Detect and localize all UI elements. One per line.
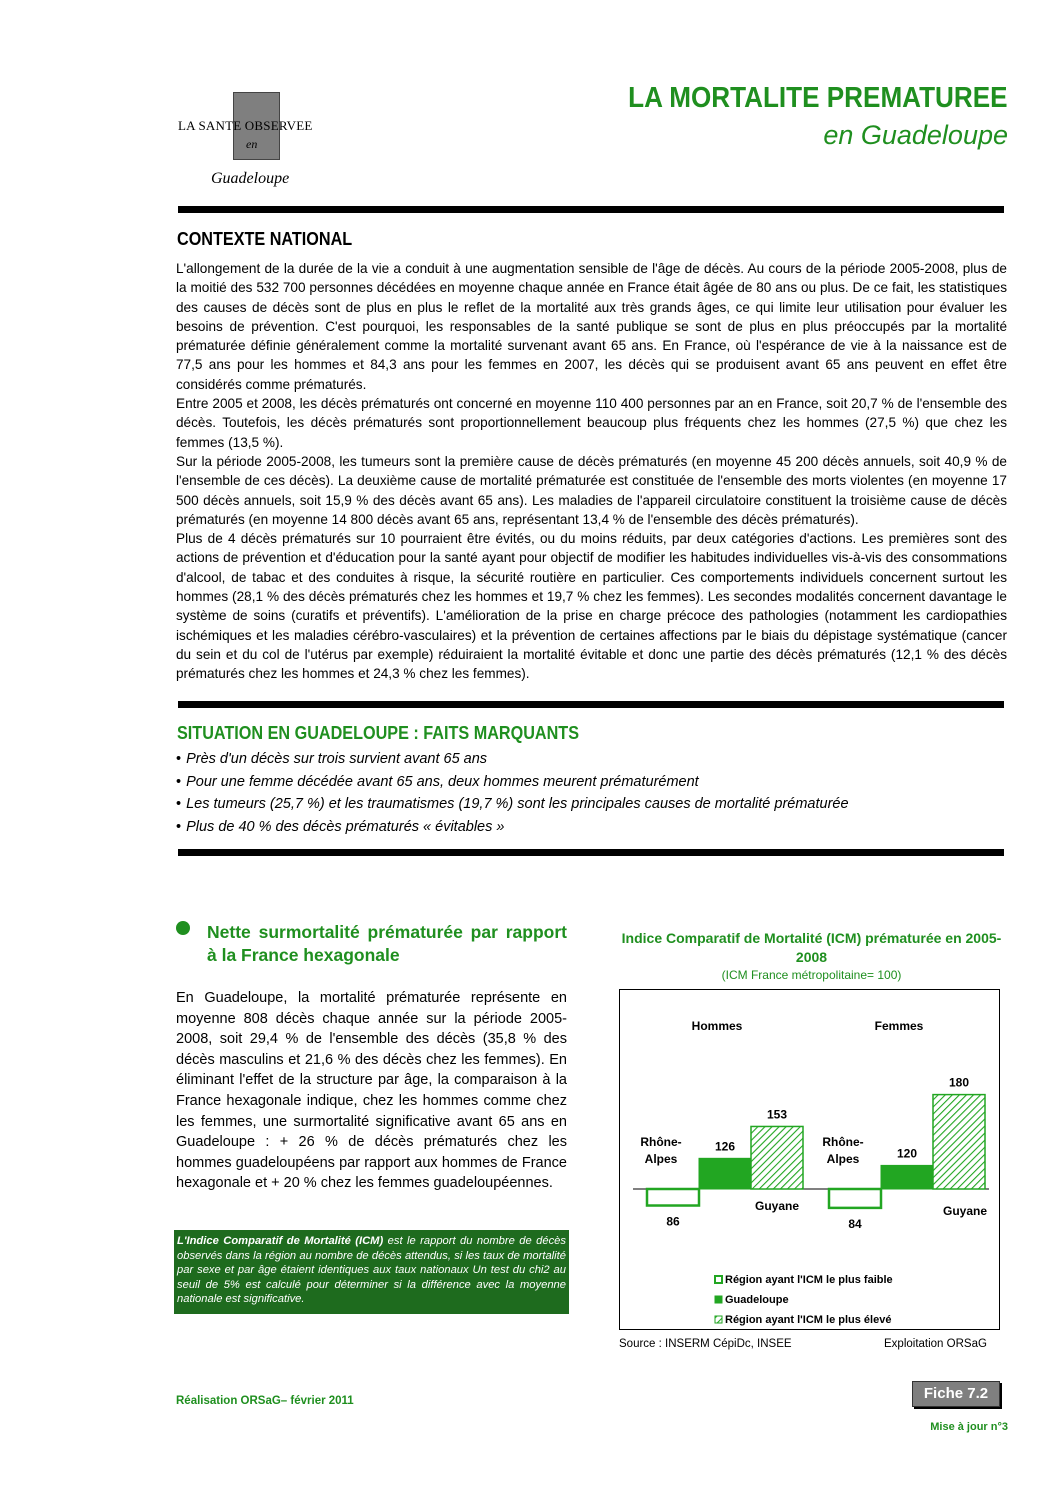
bar-femmes-1 <box>881 1165 933 1189</box>
definition-rest: est le rapport du nombre de décès observés dans la région au nombre de décès attendus, si les taux de mortalité par sexe et par âge étaient identiques aux taux nationaux Un test du chi2 au seuil de 5% est calculé pour déterminer si la différence avec la moyenne nationale est significative. <box>177 1235 566 1306</box>
divider-top <box>178 206 1004 213</box>
legend-label-0: Région ayant l'ICM le plus faible <box>725 1274 893 1286</box>
list-item: • Plus de 40 % des décès prématurés « évitables » <box>176 818 505 835</box>
contexte-paragraph-2: Entre 2005 et 2008, les décès prématurés ont concerné en moyenne 110 400 personnes par an en France, soit 20,7 % de l'ensemble des décès. Toutefois, les décès prématurés sont proportionnellement beaucoup plus fréquents chez les hommes (27,5 %) que chez les femmes (13,5 %). <box>176 396 1007 450</box>
bar-femmes-2 <box>933 1095 985 1189</box>
bullet-icon: • <box>176 818 182 835</box>
bar-femmes-0 <box>829 1189 881 1208</box>
bar-hommes-2 <box>751 1126 803 1189</box>
region-label-low: Alpes <box>644 1152 678 1166</box>
chart-credit: Exploitation ORSaG <box>884 1338 987 1350</box>
green-bullet-icon <box>176 921 190 935</box>
chart <box>619 989 1003 1335</box>
chart-source: Source : INSERM CépiDc, INSEE <box>619 1338 792 1350</box>
divider-bottom <box>178 849 1004 856</box>
footer-credit: Réalisation ORSaG– février 2011 <box>176 1395 354 1407</box>
group-label-femmes: Femmes <box>874 1019 924 1033</box>
chart-subtitle: (ICM France métropolitaine= 100) <box>721 968 902 982</box>
bar-hommes-0 <box>647 1189 699 1206</box>
bullet-icon: • <box>176 751 182 767</box>
bar-value-label: 153 <box>766 1107 788 1122</box>
legend-swatch-2 <box>715 1316 722 1323</box>
bullet-icon: • <box>176 773 182 790</box>
contexte-paragraph-1: L'allongement de la durée de la vie a conduit à une augmentation sensible de l'âge de décès. Au cours de la période 2005-2008, plus de la moitié des 532 700 personnes décédées en moyenne chaque année en France était âgée de 80 ans ou plus. De ce fait, les statistiques des causes de décès sont de plus en plus le reflet de la mortalité aux très grands âges, ce qui limite leur utilisation pour évaluer les besoins de prévention. C'est pourquoi, les responsables de la santé publique se sont de plus en plus préoccupés par la mortalité prématurée définie généralement comme la mortalité survenant avant 65 ans. En France, où l'espérance de vie à la naissance est de 77,5 ans pour les hommes et 84,3 ans pour les femmes en 2007, les décès qui se produisent avant 65 ans peuvent en effet être considérés comme prématurés. <box>176 261 1007 392</box>
page-title: LA MORTALITE PREMATUREE <box>628 82 1008 114</box>
contexte-heading: CONTEXTE NATIONAL <box>177 229 353 249</box>
update-note: Mise à jour n°3 <box>930 1421 1008 1433</box>
definition-text <box>177 1234 566 1307</box>
chart-title: Indice Comparatif de Mortalité (ICM) prématurée en 2005-2008 <box>621 930 1002 965</box>
divider-middle <box>178 701 1004 708</box>
list-item: • Pour une femme décédée avant 65 ans, deux hommes meurent prématurément <box>176 773 699 790</box>
legend-swatch-0 <box>715 1276 722 1283</box>
section-body: En Guadeloupe, la mortalité prématurée représente en moyenne 808 décès chaque année sur la période 2005-2008, soit 29,4 % de l'ensemble des décès (35,8 % des décès masculins et 21,6 % des décès chez les femmes). En éliminant l'effet de la structure par âge, la comparaison à la France hexagonale indique, chez les hommes comme chez les femmes, une surmortalité significative avant 65 ans en Guadeloupe : + 26 % de décès prématurés chez les hommes guadeloupéens par rapport aux hommes de France hexagonale et + 20 % chez les femmes guadeloupéennes. <box>176 990 567 1192</box>
group-label-hommes: Hommes <box>691 1019 743 1033</box>
situation-list <box>176 748 996 838</box>
list-item: • Près d'un décès sur trois survient avant 65 ans <box>176 751 488 767</box>
region-label-high: Guyane <box>754 1199 800 1213</box>
page-subtitle: en Guadeloupe <box>823 120 1008 150</box>
legend-label-2: Région ayant l'ICM le plus élevé <box>725 1314 892 1326</box>
bar-value-label: 84 <box>848 1216 862 1231</box>
definition-box <box>174 1230 569 1314</box>
logo-line3: Guadeloupe <box>211 170 290 187</box>
region-label-low: Alpes <box>826 1152 860 1166</box>
logo-line2: en <box>246 137 258 151</box>
bar-value-label: 120 <box>896 1146 918 1161</box>
region-label-low: Rhône- <box>640 1135 682 1149</box>
situation-heading: SITUATION EN GUADELOUPE : FAITS MARQUANTS <box>177 723 580 743</box>
logo-line1: LA SANTE OBSERVEE <box>178 118 313 133</box>
definition-term: L'Indice Comparatif de Mortalité (ICM) <box>177 1235 384 1247</box>
bar-value-label: 126 <box>714 1139 736 1154</box>
legend-swatch-1 <box>715 1296 722 1303</box>
region-label-high: Guyane <box>942 1204 988 1218</box>
contexte-paragraph-4: Plus de 4 décès prématurés sur 10 pourraient être évités, ou du moins réduits, par deux catégories d'actions. Les premières sont des actions de prévention et d'éducation pour la santé ayant pour objectif de modifier les habitudes individuelles vis-à-vis des consommations d'alcool, de tabac et des conduites à risque, la sécurité routière en particulier. Ces comportements individuels concernent surtout les hommes (28,1 % des décès prématurés chez les hommes et 19,7 % chez les femmes). Les secondes modalités concernent davantage le système de soins (curatifs et préventifs). L'amélioration de la prise en charge précoce des pathologies (notamment les cardiopathies ischémiques et les maladies cérébro-vasculaires) et la prévention de certaines affections par le biais du dépistage systématique (cancer du sein et du col de l'utérus par exemple) réduiraient la mortalité évitable et donc une partie des décès prématurés (12,1 % des décès prématurés chez les hommes et 24,3 % chez les femmes). <box>176 531 1007 682</box>
bullet-icon: • <box>176 796 182 812</box>
list-item: • Les tumeurs (25,7 %) et les traumatismes (19,7 %) sont les principales causes de mortalité prématurée <box>176 796 849 812</box>
fiche-badge: Fiche 7.2 <box>912 1381 1000 1407</box>
region-label-low: Rhône- <box>822 1135 864 1149</box>
contexte-paragraph-3: Sur la période 2005-2008, les tumeurs sont la première cause de décès prématurés (en moyenne 45 200 décès annuels, soit 40,9 % de l'ensemble de ces décès). La deuxième cause de mortalité prématurée est constituée de l'ensemble des morts violentes (en moyenne 17 500 décès annuels, soit 15,9 % des décès avant 65 ans). Les maladies de l'appareil circulatoire constituent la troisième cause de décès prématurés (en moyenne 14 800 décès avant 65 ans, représentant 13,4 % de l'ensemble des décès prématurés). <box>176 453 1007 527</box>
bar-value-label: 86 <box>666 1214 680 1229</box>
bar-hommes-1 <box>699 1158 751 1189</box>
contexte-body <box>176 259 1007 684</box>
section-heading: Nette surmortalité prématurée par rapport à la France hexagonale <box>207 922 567 965</box>
legend-label-1: Guadeloupe <box>725 1294 789 1306</box>
bar-value-label: 180 <box>948 1075 970 1090</box>
